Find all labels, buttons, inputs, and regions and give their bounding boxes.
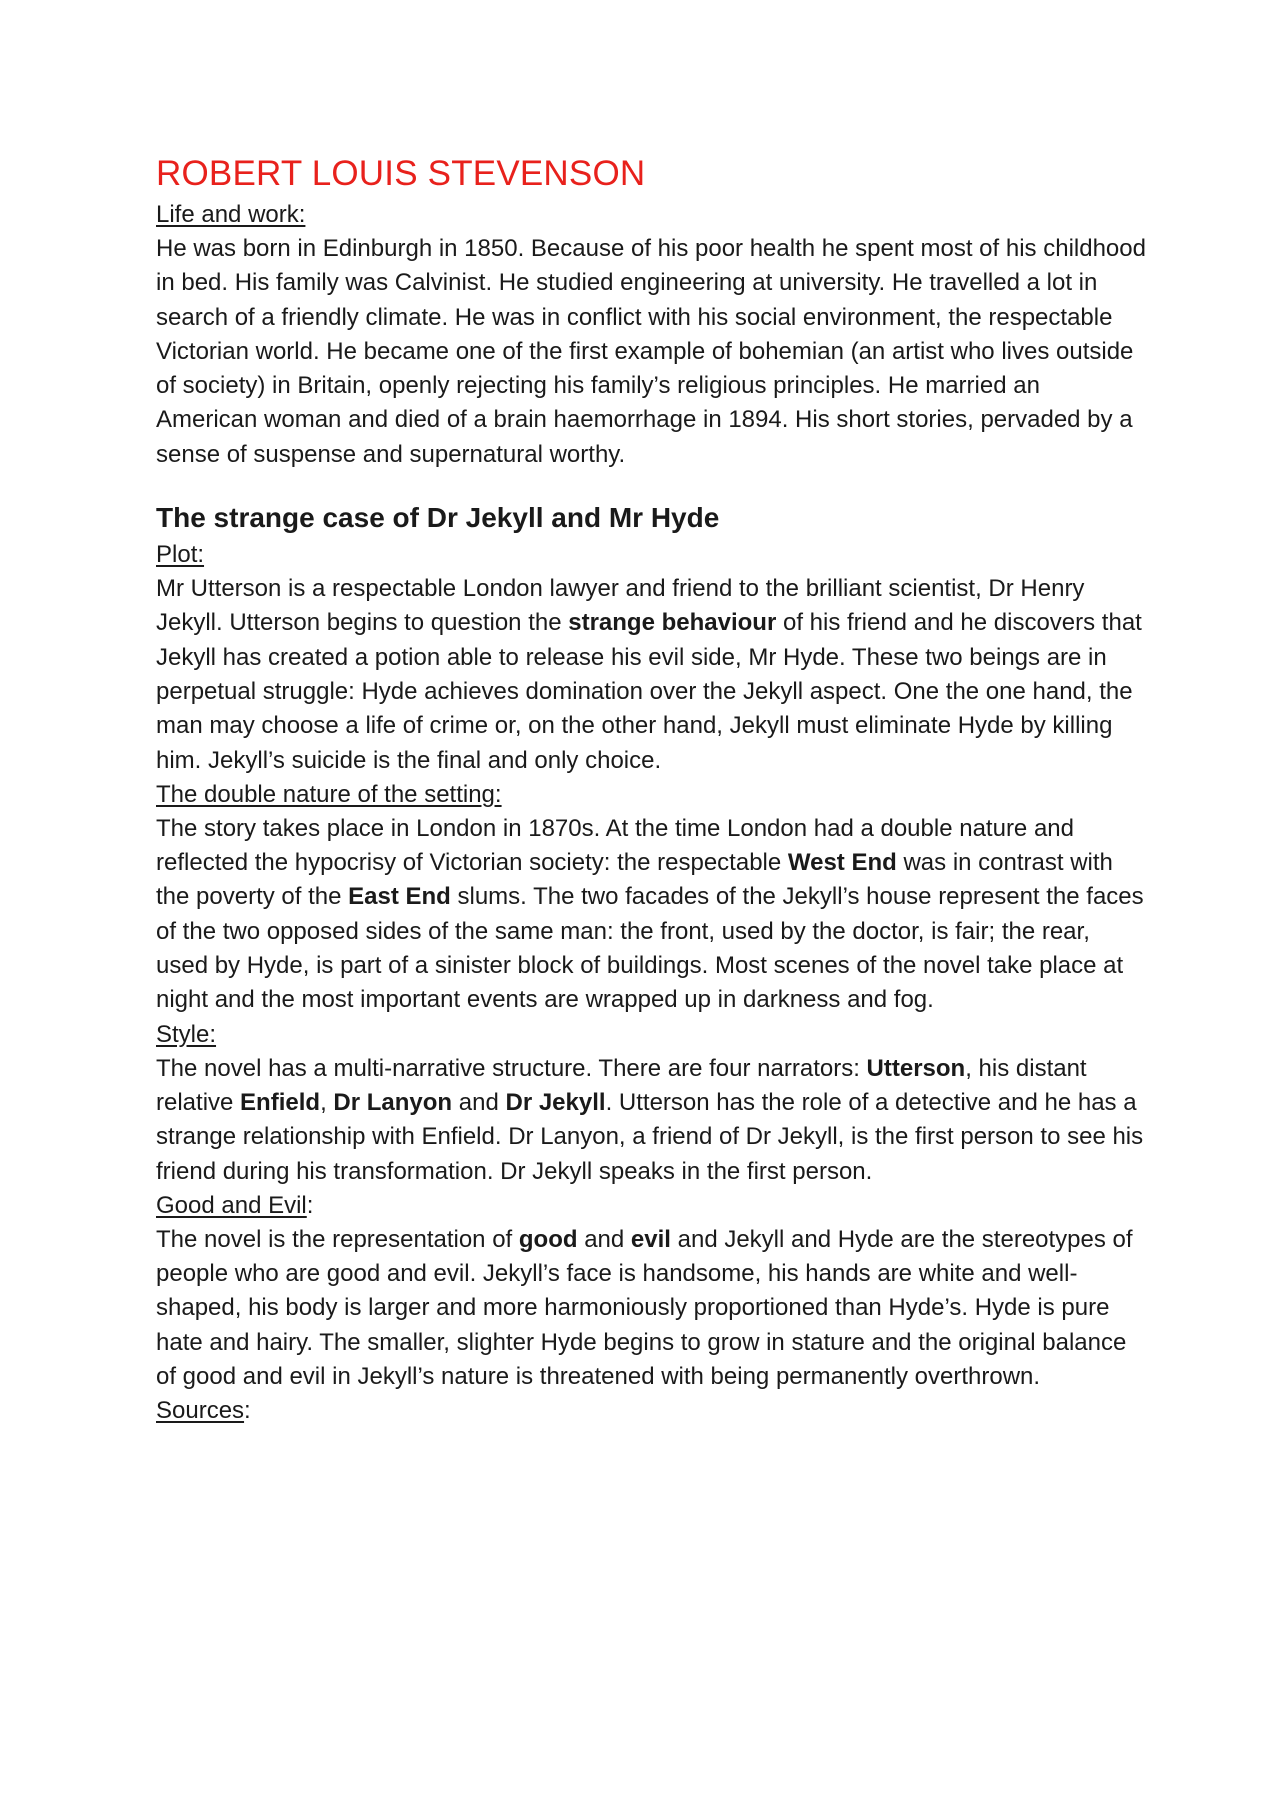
good-evil-paragraph: [156, 1223, 1146, 1394]
good-evil-label-text: Good and Evil: [156, 1191, 307, 1219]
document-page: [156, 150, 1146, 1428]
setting-text-3: slums. The two facades of the Jekyll’s house represent the faces of the two opposed sides of the same man: the front, used by the doctor, is fair; the rear, used by Hyde, is part of a sinister block of buildings. Most scenes of the novel take place at night and the most important events are wrapped up in darkness and fog.: [156, 883, 1144, 1014]
style-text-1: The novel has a multi-narrative structure. There are four narrators:: [156, 1054, 867, 1082]
setting-text-2: was in contrast with the poverty of the: [156, 849, 1113, 911]
good-evil-label: [156, 1189, 1146, 1223]
setting-paragraph: [156, 812, 1146, 1018]
good-evil-label-colon: :: [306, 1191, 314, 1219]
good-evil-text-2: and: [577, 1225, 631, 1253]
novel-title: The strange case of Dr Jekyll and Mr Hyde: [156, 502, 720, 534]
style-bold-2: Enfield: [240, 1088, 321, 1116]
good-evil-bold-1: good: [518, 1225, 578, 1253]
style-bold-1: Utterson: [866, 1054, 966, 1082]
setting-bold-2: East End: [348, 883, 451, 911]
sources-label-colon: :: [244, 1397, 251, 1425]
setting-bold-1: West End: [787, 849, 897, 877]
style-text-3: ,: [320, 1088, 334, 1116]
style-bold-4: Dr Jekyll: [505, 1088, 606, 1116]
plot-bold-1: strange behaviour: [568, 609, 777, 637]
document-title: ROBERT LOUIS STEVENSON: [156, 154, 646, 193]
plot-paragraph: [156, 572, 1146, 778]
plot-text-1: Mr Utterson is a respectable London lawyer and friend to the brilliant scientist, Dr Henry Jekyll. Utterson begins to question the: [156, 575, 1085, 637]
setting-text-1: The story takes place in London in 1870s. At the time London had a double nature and reflected the hypocrisy of Victorian society: the respectable: [156, 814, 1074, 877]
life-and-work-label-text: Life and work:: [156, 201, 306, 228]
style-text-4: and: [452, 1088, 506, 1116]
good-evil-bold-2: evil: [630, 1225, 671, 1253]
plot-text-2: of his friend and he discovers that Jekyll has created a potion able to release his evil side, Mr Hyde. These two beings are in perpetual struggle: Hyde achieves domination over the Jekyll aspect. One the one hand, the man may choose a life of crime or, on the other hand, Jekyll must eliminate Hyde by killing him. Jekyll’s suicide is the final and only choice.: [156, 609, 1142, 774]
setting-label-text: The double nature of the setting:: [156, 780, 502, 808]
style-text-2: , his distant relative: [156, 1054, 1087, 1116]
plot-label: [156, 538, 1146, 572]
style-paragraph: [156, 1052, 1146, 1189]
style-bold-3: Dr Lanyon: [333, 1088, 453, 1116]
style-text-5: . Utterson has the role of a detective and he has a strange relationship with Enfield. Dr Lanyon, a friend of Dr Jekyll, is the first person to see his friend during his transformation. Dr Jekyll speaks in the first person.: [156, 1088, 1144, 1185]
style-label: [156, 1018, 1146, 1052]
good-evil-text-1: The novel is the representation of: [156, 1225, 519, 1253]
style-label-text: Style:: [156, 1020, 217, 1048]
setting-label: [156, 778, 1146, 812]
good-evil-text-3: and Jekyll and Hyde are the stereotypes of people who are good and evil. Jekyll’s face is handsome, his hands are white and well-shaped, his body is larger and more harmoniously proportioned than Hyde’s. Hyde is pure hate and hairy. The smaller, slighter Hyde begins to grow in stature and the original balance of good and evil in Jekyll’s nature is threatened with being permanently overthrown.: [156, 1225, 1133, 1391]
sources-label-text: Sources: [156, 1397, 245, 1425]
sources-label: [156, 1394, 1146, 1428]
plot-label-text: Plot:: [156, 541, 205, 569]
life-and-work-paragraph: He was born in Edinburgh in 1850. Because of his poor health he spent most of his childhood in bed. His family was Calvinist. He studied engineering at university. He travelled a lot in search of a friendly climate. He was in conflict with his social environment, the respectable Victorian world. He became one of the first example of bohemian (an artist who lives outside of society) in Britain, openly rejecting his family’s religious principles. He married an American woman and died of a brain haemorrhage in 1894. His short stories, pervaded by a sense of suspense and supernatural worthy.: [156, 235, 1146, 468]
life-and-work-label: [156, 198, 1146, 232]
